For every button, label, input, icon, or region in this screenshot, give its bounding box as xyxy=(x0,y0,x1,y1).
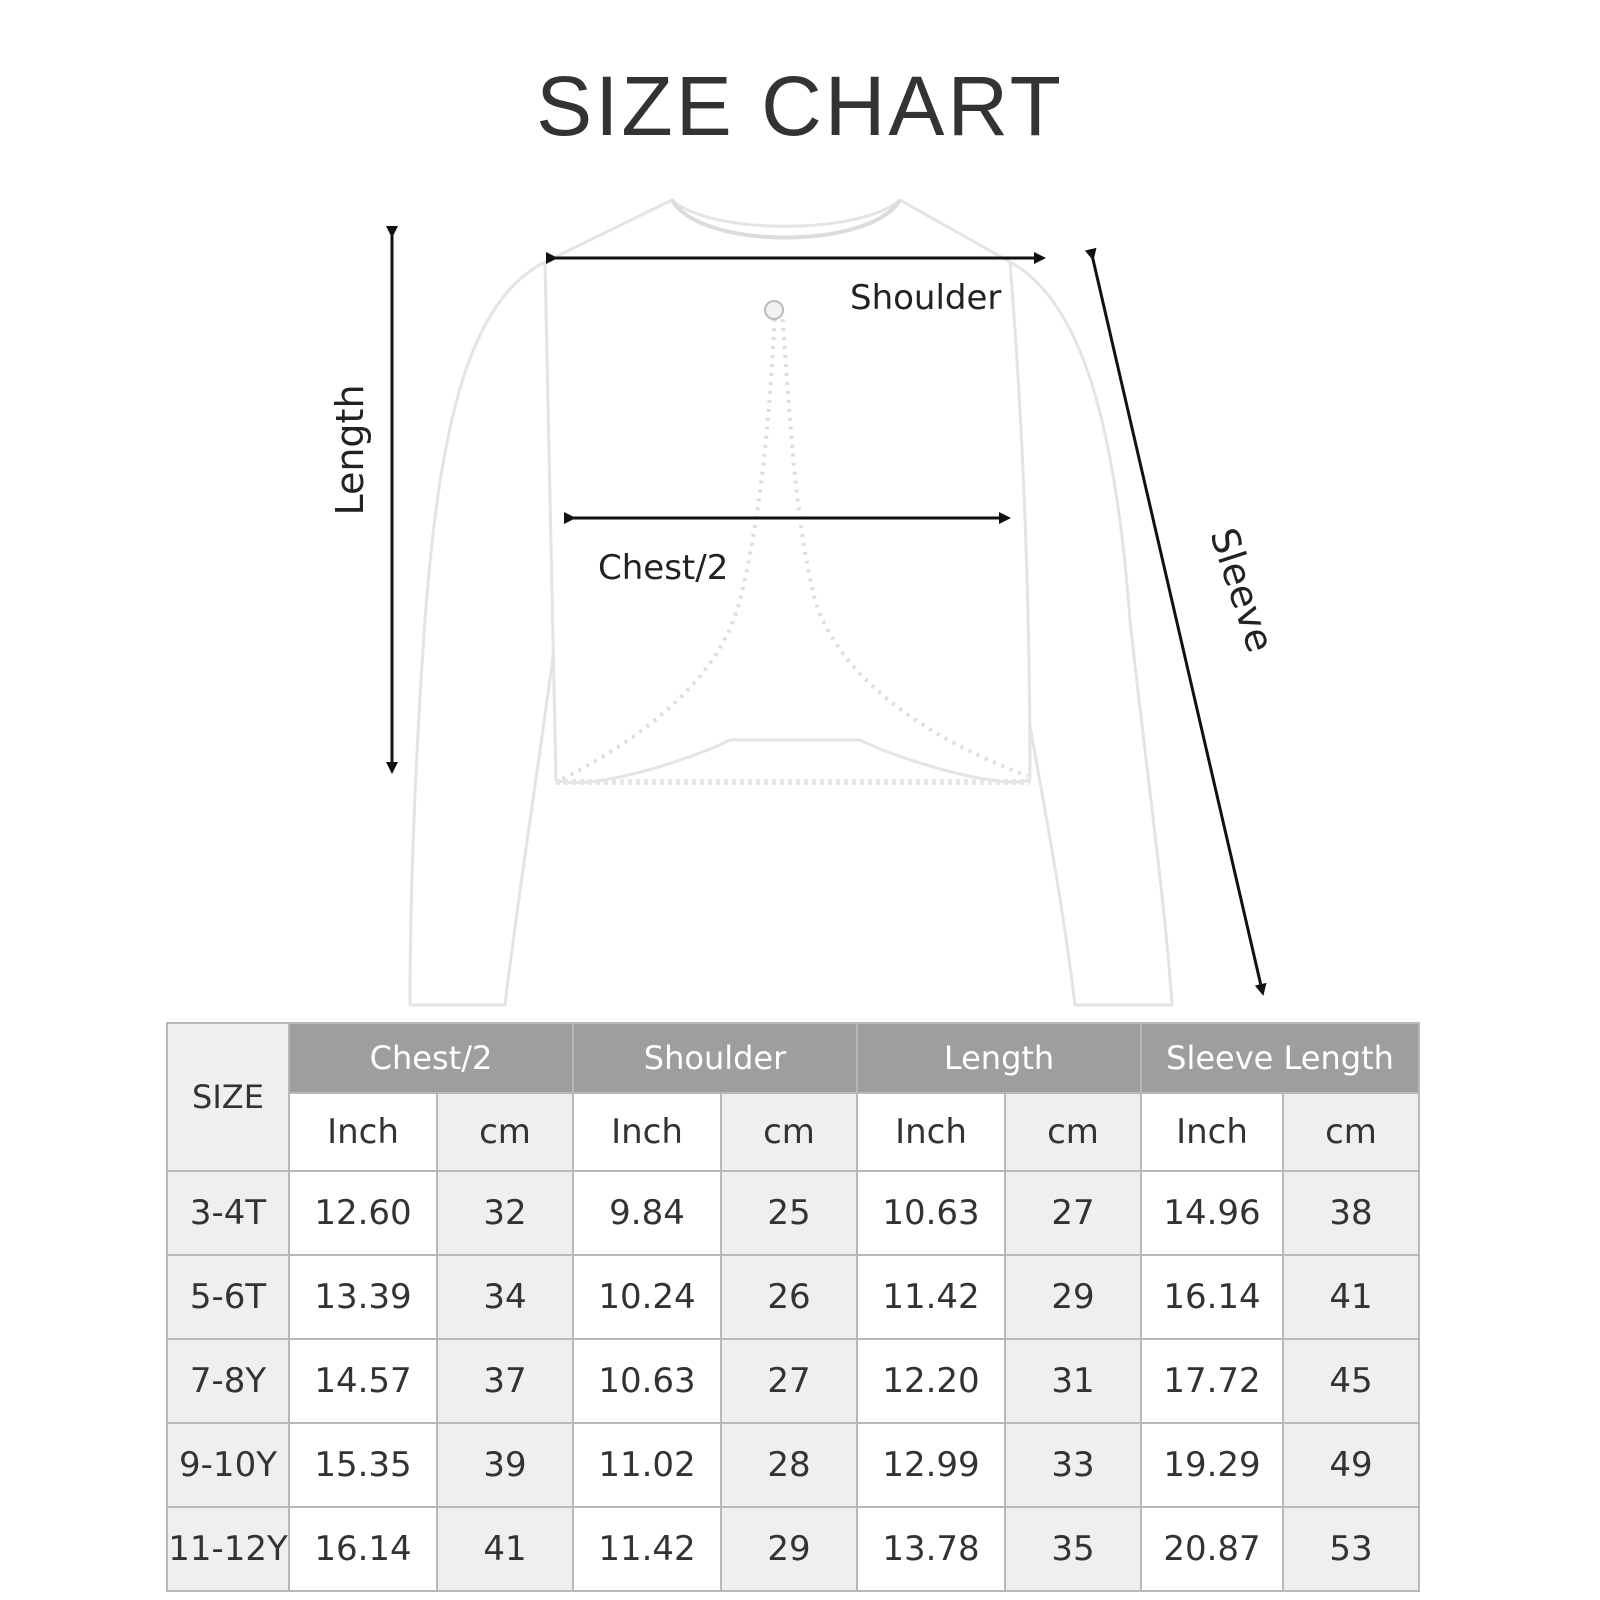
group-header-shoulder: Shoulder xyxy=(573,1023,857,1093)
table-cell: 29 xyxy=(721,1507,857,1591)
size-cell: 11-12Y xyxy=(167,1507,289,1591)
shoulder-label: Shoulder xyxy=(850,278,1002,318)
table-cell: 32 xyxy=(437,1171,573,1255)
table-cell: 13.39 xyxy=(289,1255,437,1339)
unit-inch: Inch xyxy=(289,1093,437,1171)
button-icon xyxy=(765,301,783,319)
unit-header-row xyxy=(167,1093,1419,1171)
table-cell: 11.42 xyxy=(857,1255,1005,1339)
length-label: Length xyxy=(328,384,372,516)
table-cell: 26 xyxy=(721,1255,857,1339)
group-header-length: Length xyxy=(857,1023,1141,1093)
table-cell: 28 xyxy=(721,1423,857,1507)
table-cell: 29 xyxy=(1005,1255,1141,1339)
table-header-row xyxy=(167,1023,1419,1093)
group-header-sleeve: Sleeve Length xyxy=(1141,1023,1419,1093)
table-cell: 12.60 xyxy=(289,1171,437,1255)
size-cell: 3-4T xyxy=(167,1171,289,1255)
table-cell: 34 xyxy=(437,1255,573,1339)
size-cell: 7-8Y xyxy=(167,1339,289,1423)
table-cell: 41 xyxy=(437,1507,573,1591)
unit-cm: cm xyxy=(1005,1093,1141,1171)
table-cell: 16.14 xyxy=(289,1507,437,1591)
cardigan-shape xyxy=(410,200,1172,1005)
table-cell: 20.87 xyxy=(1141,1507,1283,1591)
table-cell: 9.84 xyxy=(573,1171,721,1255)
table-cell: 27 xyxy=(721,1339,857,1423)
table-cell: 16.14 xyxy=(1141,1255,1283,1339)
unit-inch: Inch xyxy=(1141,1093,1283,1171)
table-cell: 27 xyxy=(1005,1171,1141,1255)
table-cell: 13.78 xyxy=(857,1507,1005,1591)
group-header-chest: Chest/2 xyxy=(289,1023,573,1093)
table-cell: 14.96 xyxy=(1141,1171,1283,1255)
size-cell: 9-10Y xyxy=(167,1423,289,1507)
table-cell: 41 xyxy=(1283,1255,1419,1339)
table-cell: 31 xyxy=(1005,1339,1141,1423)
table-row xyxy=(167,1507,1419,1591)
table-cell: 39 xyxy=(437,1423,573,1507)
unit-inch: Inch xyxy=(857,1093,1005,1171)
table-cell: 11.42 xyxy=(573,1507,721,1591)
table-cell: 10.63 xyxy=(573,1339,721,1423)
table-cell: 14.57 xyxy=(289,1339,437,1423)
size-table xyxy=(166,1022,1420,1592)
table-cell: 15.35 xyxy=(289,1423,437,1507)
table-cell: 12.20 xyxy=(857,1339,1005,1423)
unit-inch: Inch xyxy=(573,1093,721,1171)
table-cell: 10.24 xyxy=(573,1255,721,1339)
unit-cm: cm xyxy=(1283,1093,1419,1171)
sleeve-label: Sleeve xyxy=(1201,522,1283,658)
table-cell: 17.72 xyxy=(1141,1339,1283,1423)
table-cell: 10.63 xyxy=(857,1171,1005,1255)
unit-cm: cm xyxy=(437,1093,573,1171)
table-row xyxy=(167,1339,1419,1423)
table-cell: 33 xyxy=(1005,1423,1141,1507)
table-cell: 19.29 xyxy=(1141,1423,1283,1507)
table-cell: 37 xyxy=(437,1339,573,1423)
table-row xyxy=(167,1255,1419,1339)
page-title: SIZE CHART xyxy=(536,59,1064,153)
table-cell: 11.02 xyxy=(573,1423,721,1507)
table-cell: 35 xyxy=(1005,1507,1141,1591)
table-row xyxy=(167,1171,1419,1255)
size-header: SIZE xyxy=(167,1023,289,1171)
chest-label: Chest/2 xyxy=(598,548,729,588)
unit-cm: cm xyxy=(721,1093,857,1171)
table-cell: 38 xyxy=(1283,1171,1419,1255)
table-cell: 53 xyxy=(1283,1507,1419,1591)
size-table-body xyxy=(167,1171,1419,1591)
size-cell: 5-6T xyxy=(167,1255,289,1339)
table-cell: 12.99 xyxy=(857,1423,1005,1507)
table-cell: 25 xyxy=(721,1171,857,1255)
table-row xyxy=(167,1423,1419,1507)
table-cell: 45 xyxy=(1283,1339,1419,1423)
table-cell: 49 xyxy=(1283,1423,1419,1507)
